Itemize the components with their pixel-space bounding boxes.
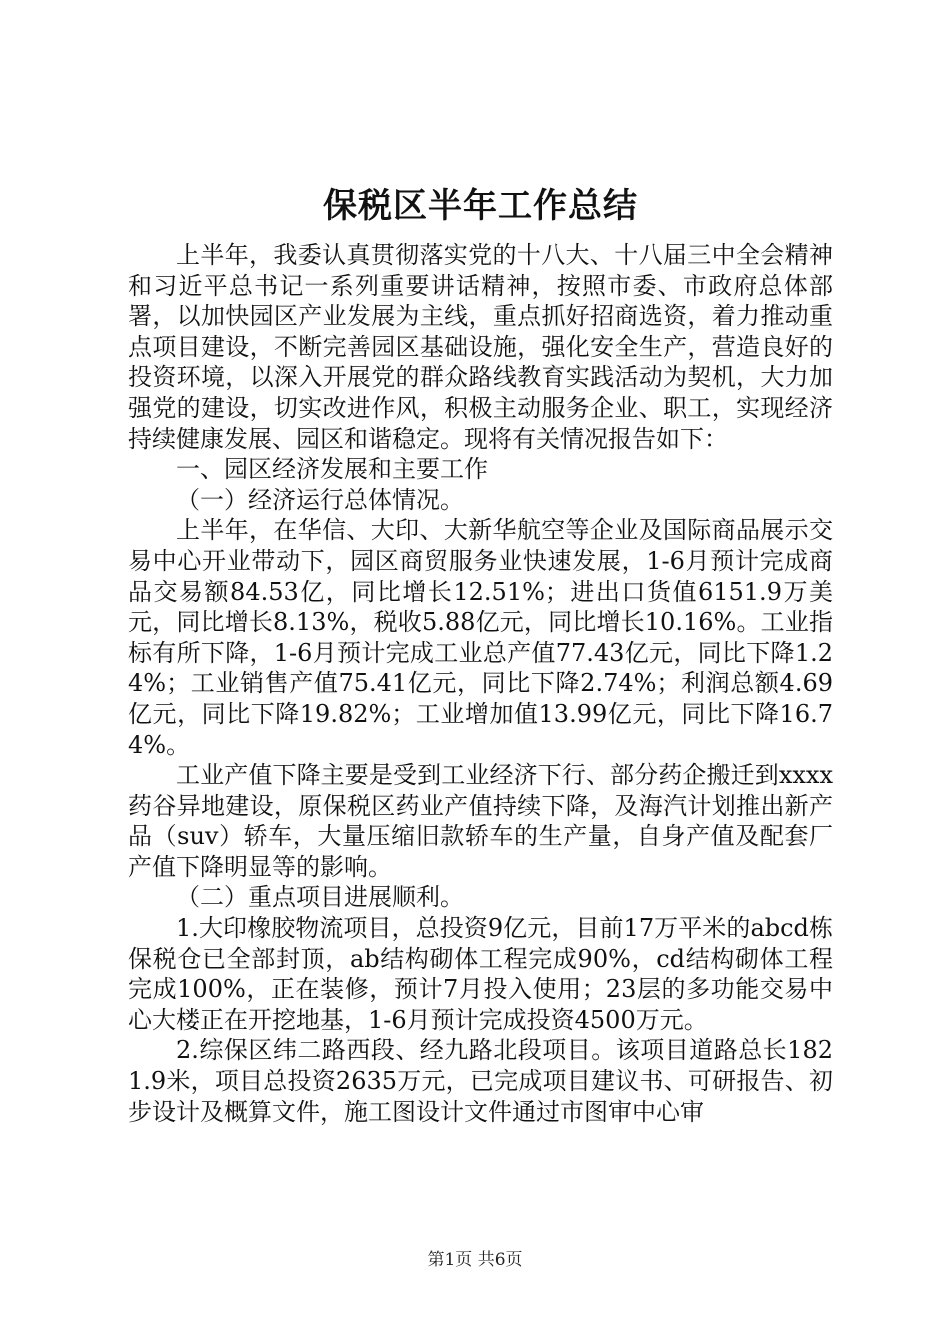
paragraph-economy: 上半年，在华信、大印、大新华航空等企业及国际商品展示交易中心开业带动下，园区商贸服务业快速发展，1-6月预计完成商品交易额84.53亿，同比增长12.51%；进出口货值6151.9万美元，同比增长8.13%，税收5.88亿元，同比增长10.16%。工业指标有所下降，1-6月预计完成工业总产值77.43亿元，同比下降1.24%；工业销售产值75.41亿元，同比下降2.74%；利润总额4.69亿元，同比下降19.82%；工业增加值13.99亿元，同比下降16.74%。 — [128, 516, 833, 759]
page-footer: 第1页 共6页 — [427, 1250, 523, 1270]
paragraph-intro: 上半年，我委认真贯彻落实党的十八大、十八届三中全会精神和习近平总书记一系列重要讲话精神，按照市委、市政府总体部署，以加快园区产业发展为主线，重点抓好招商选资，着力推动重点项目建设，不断完善园区基础设施，强化安全生产，营造良好的投资环境，以深入开展党的群众路线教育实践活动为契机，大力加强党的建设，切实改进作风，积极主动服务企业、职工，实现经济持续健康发展、园区和谐稳定。现将有关情况报告如下： — [128, 241, 833, 453]
paragraph-industry-decline: 工业产值下降主要是受到工业经济下行、部分药企搬迁到xxxx药谷异地建设，原保税区药业产值持续下降，及海汽计划推出新产品（suv）轿车，大量压缩旧款轿车的生产量，自身产值及配套厂产值下降明显等的影响。 — [128, 761, 833, 881]
document-title: 保税区半年工作总结 — [323, 186, 638, 226]
paragraph-project-1: 1.大印橡胶物流项目，总投资9亿元，目前17万平米的abcd栋保税仓已全部封顶，ab结构砌体工程完成90%，cd结构砌体工程完成100%，正在装修，预计7月投入使用；23层的多功能交易中心大楼正在开挖地基，1-6月预计完成投资4500万元。 — [128, 914, 833, 1034]
document-page — [128, 180, 833, 1127]
subsection-heading-1: （一）经济运行总体情况。 — [176, 485, 464, 514]
subsection-heading-2: （二）重点项目进展顺利。 — [176, 883, 464, 912]
section-heading-1: 一、园区经济发展和主要工作 — [176, 455, 488, 484]
paragraph-project-2: 2.综保区纬二路西段、经九路北段项目。该项目道路总长1821.9米，项目总投资2635万元，已完成项目建议书、可研报告、初步设计及概算文件，施工图设计文件通过市图审中心审 — [128, 1036, 833, 1126]
